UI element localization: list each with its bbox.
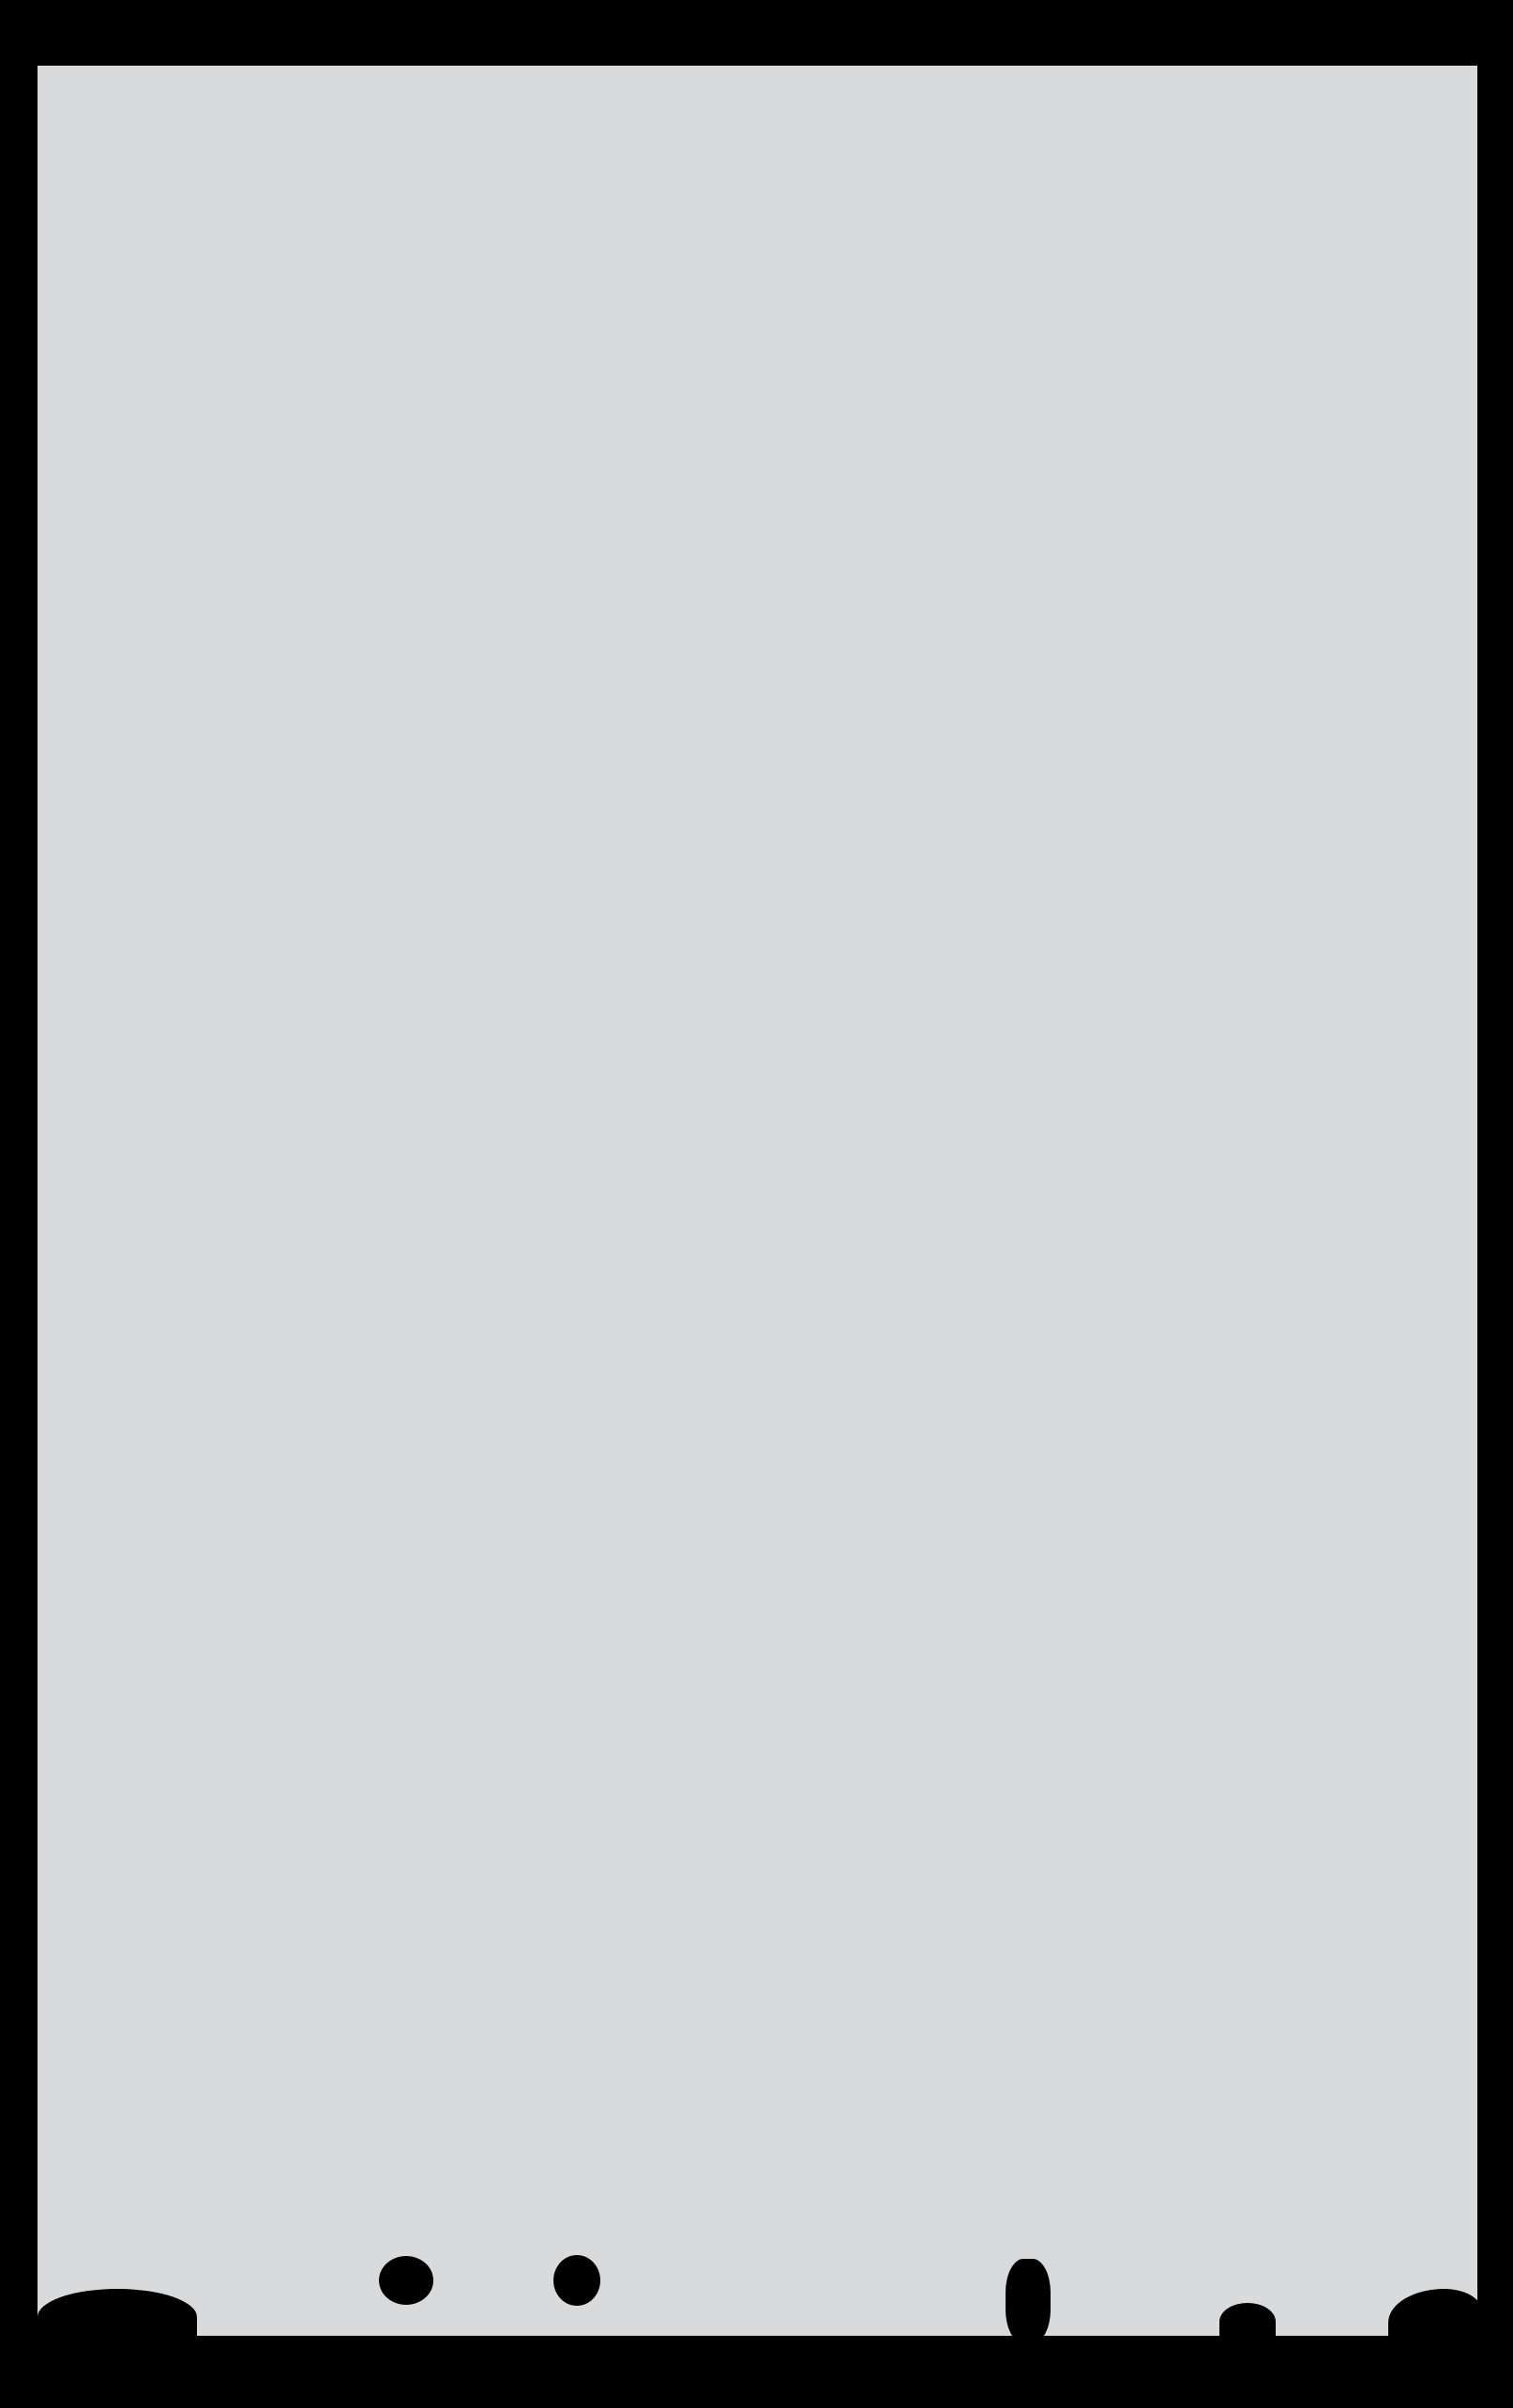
document-page: [38, 66, 1477, 2336]
punch-hole: [553, 2255, 600, 2306]
torn-edge: [1219, 2303, 1276, 2340]
punch-hole: [1006, 2259, 1051, 2343]
punch-hole: [379, 2256, 433, 2305]
torn-edge: [38, 2289, 197, 2345]
